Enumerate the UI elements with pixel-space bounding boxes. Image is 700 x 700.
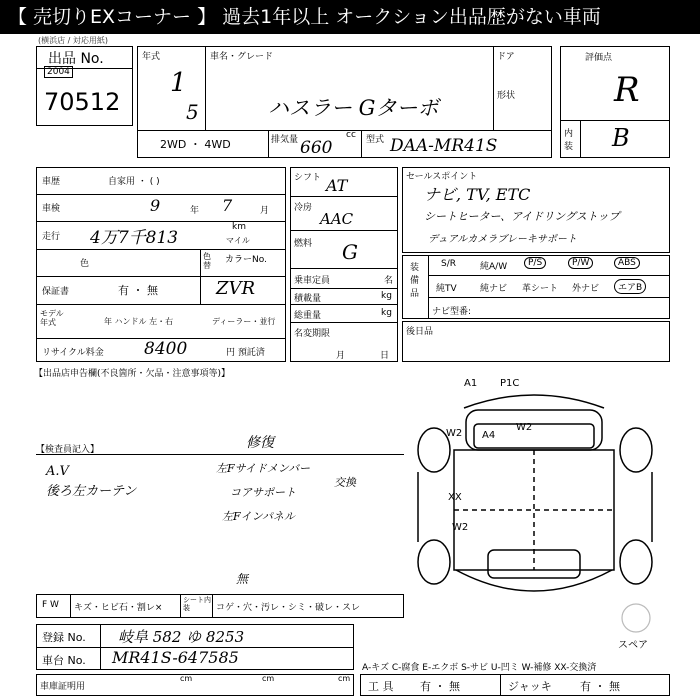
name-value: ハスラー Gターボ [268, 96, 439, 120]
color-label: 色 [80, 259, 90, 269]
lot-number: 70512 [44, 88, 121, 116]
spare-wheel-icon [622, 604, 650, 632]
recycle-label: リサイクル料金 [42, 348, 104, 358]
inspector-note-fw: 無 [236, 572, 249, 586]
capacity-label: 乗車定員 [294, 276, 331, 286]
reg-label: 登録 No. [42, 631, 86, 644]
equip-ps: P/S [524, 257, 546, 269]
disp-label: 排気量 [271, 135, 299, 145]
regchange-label: 名変期限 [294, 329, 331, 339]
load-unit: kg [381, 291, 392, 301]
tool-value: 有 ・ 無 [420, 680, 460, 693]
reg-value: 岐阜 582 ゆ 8253 [118, 628, 245, 646]
regchange-month: 月 [336, 351, 346, 361]
ac-value: AAC [320, 210, 354, 228]
score-label: 評価点 [585, 53, 613, 63]
inspection-year-unit: 年 [190, 206, 200, 216]
wheel-rear-right [620, 540, 652, 584]
chassis-value: MR41S-647585 [112, 648, 239, 667]
top-strip: (横浜店 / 対応用紙) [38, 36, 109, 45]
inspector-note4: 左Fサイドメンバー [216, 462, 310, 475]
drive-label: 2WD ・ 4WD [160, 138, 231, 151]
inspector-note5: コアサポート [230, 486, 296, 499]
banner: 【 売切りEXコーナー 】 過去1年以上 オークション出品歴がない車両 [0, 0, 700, 34]
inspector-note7: 左Fインパネル [222, 510, 295, 523]
disp-unit: cc [346, 130, 356, 140]
shape-label: 形状 [497, 91, 516, 101]
wheel-front-right [620, 428, 652, 472]
doors-label: ドア [497, 52, 515, 62]
car-body-diagram [404, 372, 670, 660]
cert-cm-3: cm [338, 674, 351, 683]
color-change-label: 色替 [203, 252, 211, 270]
mark-w2-a: W2 [446, 428, 463, 439]
name-label: 車名・グレード [210, 52, 274, 62]
inspection-month-unit: 月 [260, 206, 270, 216]
seat-label: シート内装 [183, 596, 211, 612]
front-bumper-outline [464, 395, 604, 408]
sales-points-label: セールスポイント [406, 172, 478, 182]
mark-w2-c: W2 [452, 522, 469, 533]
disp-value: 660 [300, 138, 333, 158]
fuel-value: G [342, 240, 358, 264]
inspector-note1: A.V [46, 464, 69, 479]
rear-outline [456, 570, 612, 591]
inspection-label: 車検 [42, 204, 61, 214]
sales-points-line2: シートヒーター、アイドリングストップ [424, 210, 620, 223]
inspector-note3: 修復 [246, 435, 274, 451]
score-value: R [614, 70, 640, 110]
jack-label: ジャッキ [508, 680, 552, 693]
weight-unit: kg [381, 308, 392, 318]
load-label: 積載量 [294, 294, 322, 304]
mark-xx: XX [448, 492, 462, 503]
equip-tv: 純TV [436, 284, 457, 294]
weight-label: 総重量 [294, 311, 322, 321]
equipment-label: 装備品 [410, 263, 420, 299]
handle-label: 年 ハンドル 左・右 [104, 317, 174, 326]
equip-abs: ABS [614, 257, 640, 269]
spare-label: スペア [618, 640, 648, 651]
use-label: 車歴 [42, 177, 61, 187]
equip-navi: 純ナビ [480, 284, 508, 294]
seat-items: コゲ・穴・汚レ・シミ・破レ・スレ [216, 603, 361, 613]
damage-legend: A-キズ C-腐食 E-エクボ S-サビ U-凹ミ W-補修 XX-交換済 [362, 663, 597, 673]
equip-ext-navi: 外ナビ [572, 284, 600, 294]
year-sub: 5 [186, 100, 199, 124]
navi-model-label: ナビ型番: [432, 307, 472, 317]
mileage-unit-mile: マイル [226, 236, 250, 245]
fw-items: キズ・ヒビ石・割レ× [74, 603, 163, 613]
colorno-value: ZVR [216, 278, 256, 299]
post-label: 後日品 [406, 327, 434, 337]
interior-value: B [612, 124, 630, 152]
cert-label: 車庫証明用 [40, 682, 86, 692]
equip-leather: 革シート [522, 284, 559, 294]
mileage-label: 走行 [42, 232, 61, 242]
inspector-note2: 後ろ左カーテン [46, 484, 137, 499]
model-year-label: モデル年式 [40, 309, 64, 327]
capacity-unit: 名 [384, 276, 394, 286]
chassis-label: 車台 No. [42, 654, 86, 667]
model-value: DAA-MR41S [390, 136, 498, 156]
model-label: 型式 [366, 135, 385, 145]
inspector-label: 【検査員記入】 [36, 445, 100, 455]
equip-alloy: 純A/W [480, 262, 508, 272]
regchange-day: 日 [380, 351, 390, 361]
inspection-month: 7 [222, 196, 233, 215]
equip-airbag: エアB [614, 279, 646, 294]
jack-value: 有 ・ 無 [580, 680, 620, 693]
rear-window-outline [488, 550, 580, 578]
warranty-value: 有 ・ 無 [118, 284, 158, 297]
mileage-value: 4万7千813 [90, 228, 179, 248]
year-value: 1 [170, 68, 187, 98]
dealer-label: ディーラー・並行 [212, 317, 276, 326]
inspection-year: 9 [150, 196, 161, 215]
cert-cm-1: cm [180, 674, 193, 683]
mileage-unit-km: km [232, 222, 246, 232]
warranty-label: 保証書 [42, 287, 70, 297]
sales-points-line1: ナビ, TV, ETC [424, 185, 531, 204]
fw-label: F W [42, 600, 59, 610]
sales-points-line3: デュアルカメラブレーキサポート [428, 234, 577, 245]
mark-a1: A1 [464, 378, 478, 389]
mark-p1c: P1C [500, 378, 520, 389]
recycle-unit: 円 預託済 [226, 348, 265, 358]
interior-label: 内装 [564, 129, 574, 152]
fuel-label: 燃料 [294, 239, 313, 249]
equip-sr: S/R [441, 259, 456, 269]
wheel-rear-left [418, 540, 450, 584]
inspector-note6: 交換 [334, 476, 356, 489]
shift-label: シフト [294, 173, 322, 183]
tool-label: 工 具 [368, 680, 394, 693]
shift-value: AT [326, 176, 348, 195]
post-box [402, 321, 670, 362]
mark-a4: A4 [482, 430, 496, 441]
year-label: 年式 [142, 52, 161, 62]
equip-pw: P/W [568, 257, 593, 269]
mark-w2-b: W2 [516, 422, 533, 433]
use-value: 自家用 ・ ( ) [108, 177, 160, 187]
lot-label: 出品 No. [48, 51, 104, 67]
lot-year-tag: 2004 [44, 66, 73, 78]
ac-label: 冷房 [294, 203, 313, 213]
cert-cm-2: cm [262, 674, 275, 683]
declaration-label: 【出品店申告欄(不良箇所・欠品・注意事項等)】 [34, 369, 231, 379]
recycle-value: 8400 [144, 339, 188, 359]
colorno-label: カラーNo. [225, 255, 267, 265]
